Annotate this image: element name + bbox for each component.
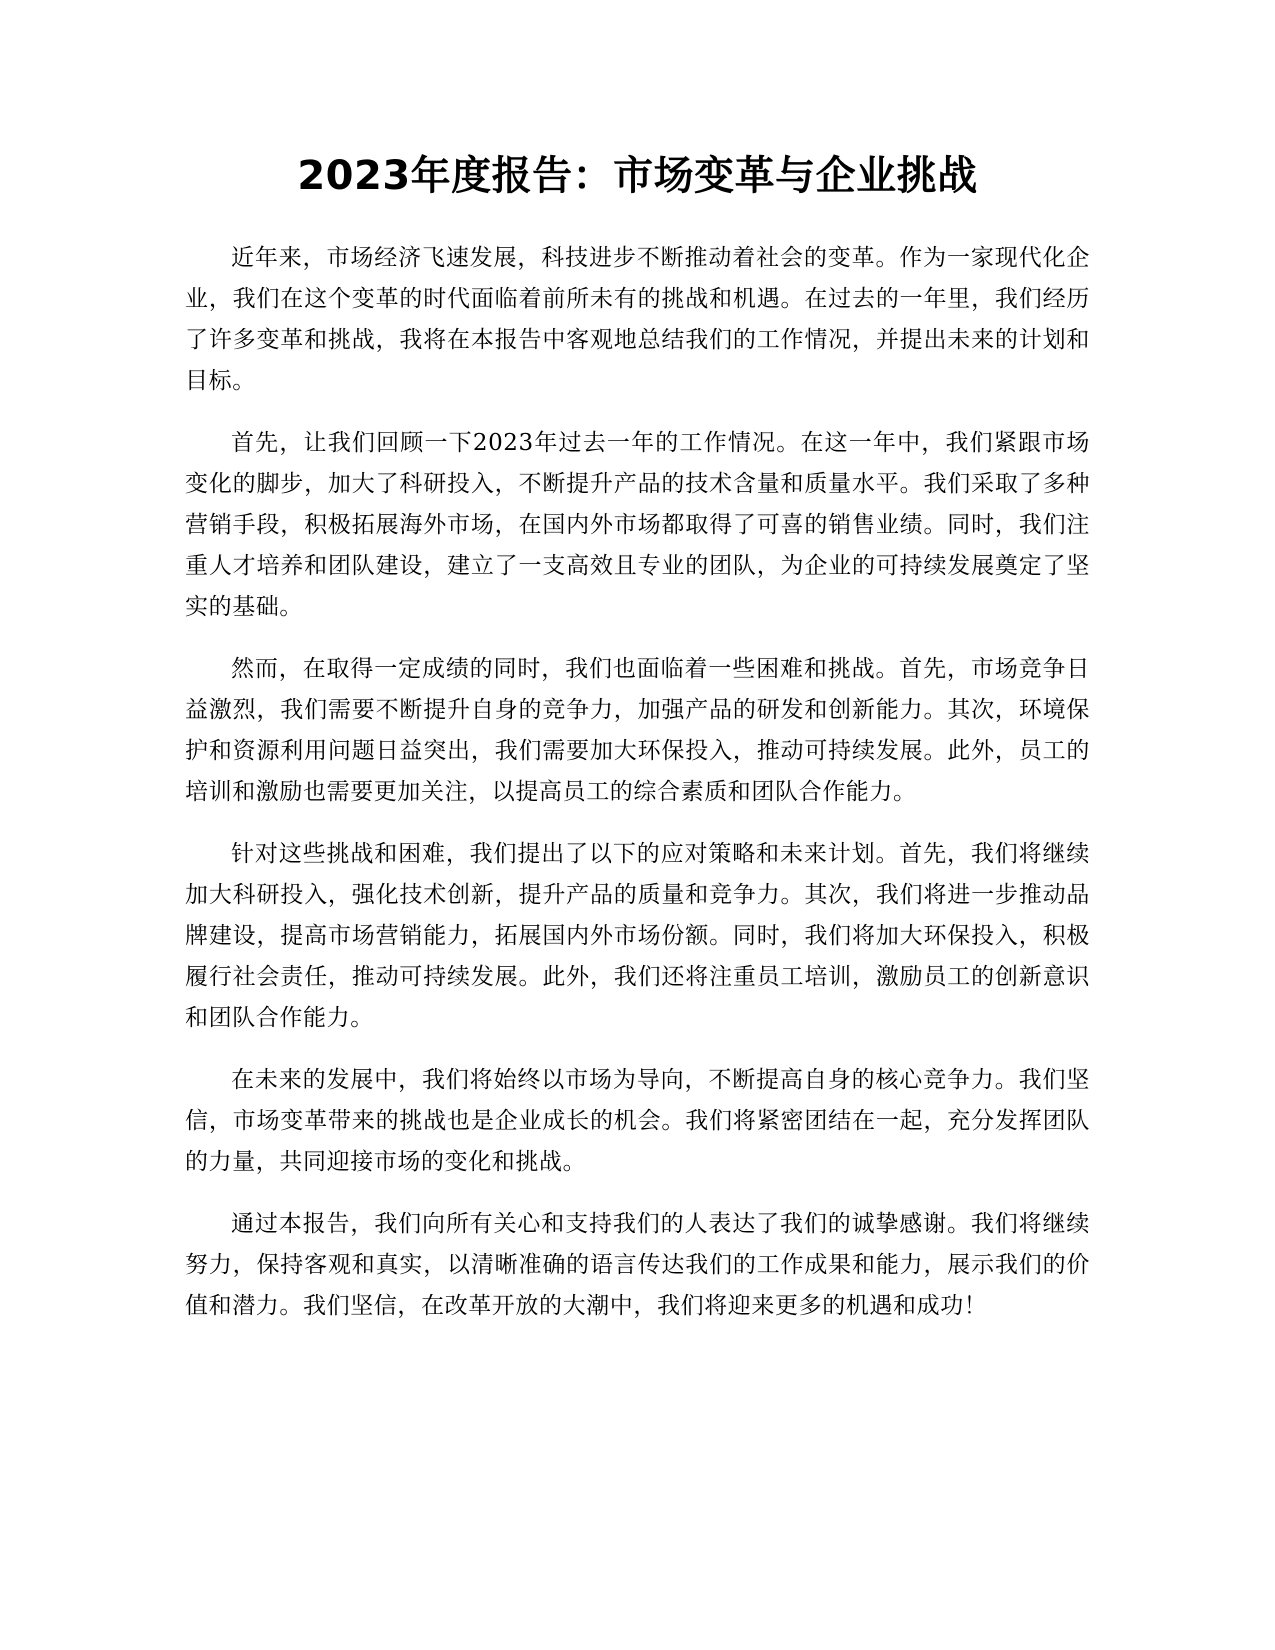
paragraph-strategy: 针对这些挑战和困难，我们提出了以下的应对策略和未来计划。首先，我们将继续加大科研投入，强化技术创新，提升产品的质量和竞争力。其次，我们将进一步推动品牌建设，提高市场营销能力，拓展国内外市场份额。同时，我们将加大环保投入，积极履行社会责任，推动可持续发展。此外，我们还将注重员工培训，激励员工的创新意识和团队合作能力。 (185, 841, 1090, 1031)
document-title: 2023年度报告：市场变革与企业挑战 (297, 153, 978, 199)
paragraph-challenges: 然而，在取得一定成绩的同时，我们也面临着一些困难和挑战。首先，市场竞争日益激烈，我们需要不断提升自身的竞争力，加强产品的研发和创新能力。其次，环境保护和资源利用问题日益突出，我们需要加大环保投入，推动可持续发展。此外，员工的培训和激励也需要更加关注，以提高员工的综合素质和团队合作能力。 (185, 656, 1090, 805)
paragraph-intro: 近年来，市场经济飞速发展，科技进步不断推动着社会的变革。作为一家现代化企业，我们在这个变革的时代面临着前所未有的挑战和机遇。在过去的一年里，我们经历了许多变革和挑战，我将在本报告中客观地总结我们的工作情况，并提出未来的计划和目标。 (185, 245, 1090, 394)
paragraph-future: 在未来的发展中，我们将始终以市场为导向，不断提高自身的核心竞争力。我们坚信，市场变革带来的挑战也是企业成长的机会。我们将紧密团结在一起，充分发挥团队的力量，共同迎接市场的变化和挑战。 (185, 1067, 1090, 1175)
paragraph-thanks: 通过本报告，我们向所有关心和支持我们的人表达了我们的诚挚感谢。我们将继续努力，保持客观和真实，以清晰准确的语言传达我们的工作成果和能力，展示我们的价值和潜力。我们坚信，在改革开放的大潮中，我们将迎来更多的机遇和成功！ (185, 1211, 1090, 1319)
document-body (185, 238, 1090, 1348)
paragraph-review: 首先，让我们回顾一下2023年过去一年的工作情况。在这一年中，我们紧跟市场变化的脚步，加大了科研投入，不断提升产品的技术含量和质量水平。我们采取了多种营销手段，积极拓展海外市场，在国内外市场都取得了可喜的销售业绩。同时，我们注重人才培养和团队建设，建立了一支高效且专业的团队，为企业的可持续发展奠定了坚实的基础。 (185, 430, 1090, 620)
